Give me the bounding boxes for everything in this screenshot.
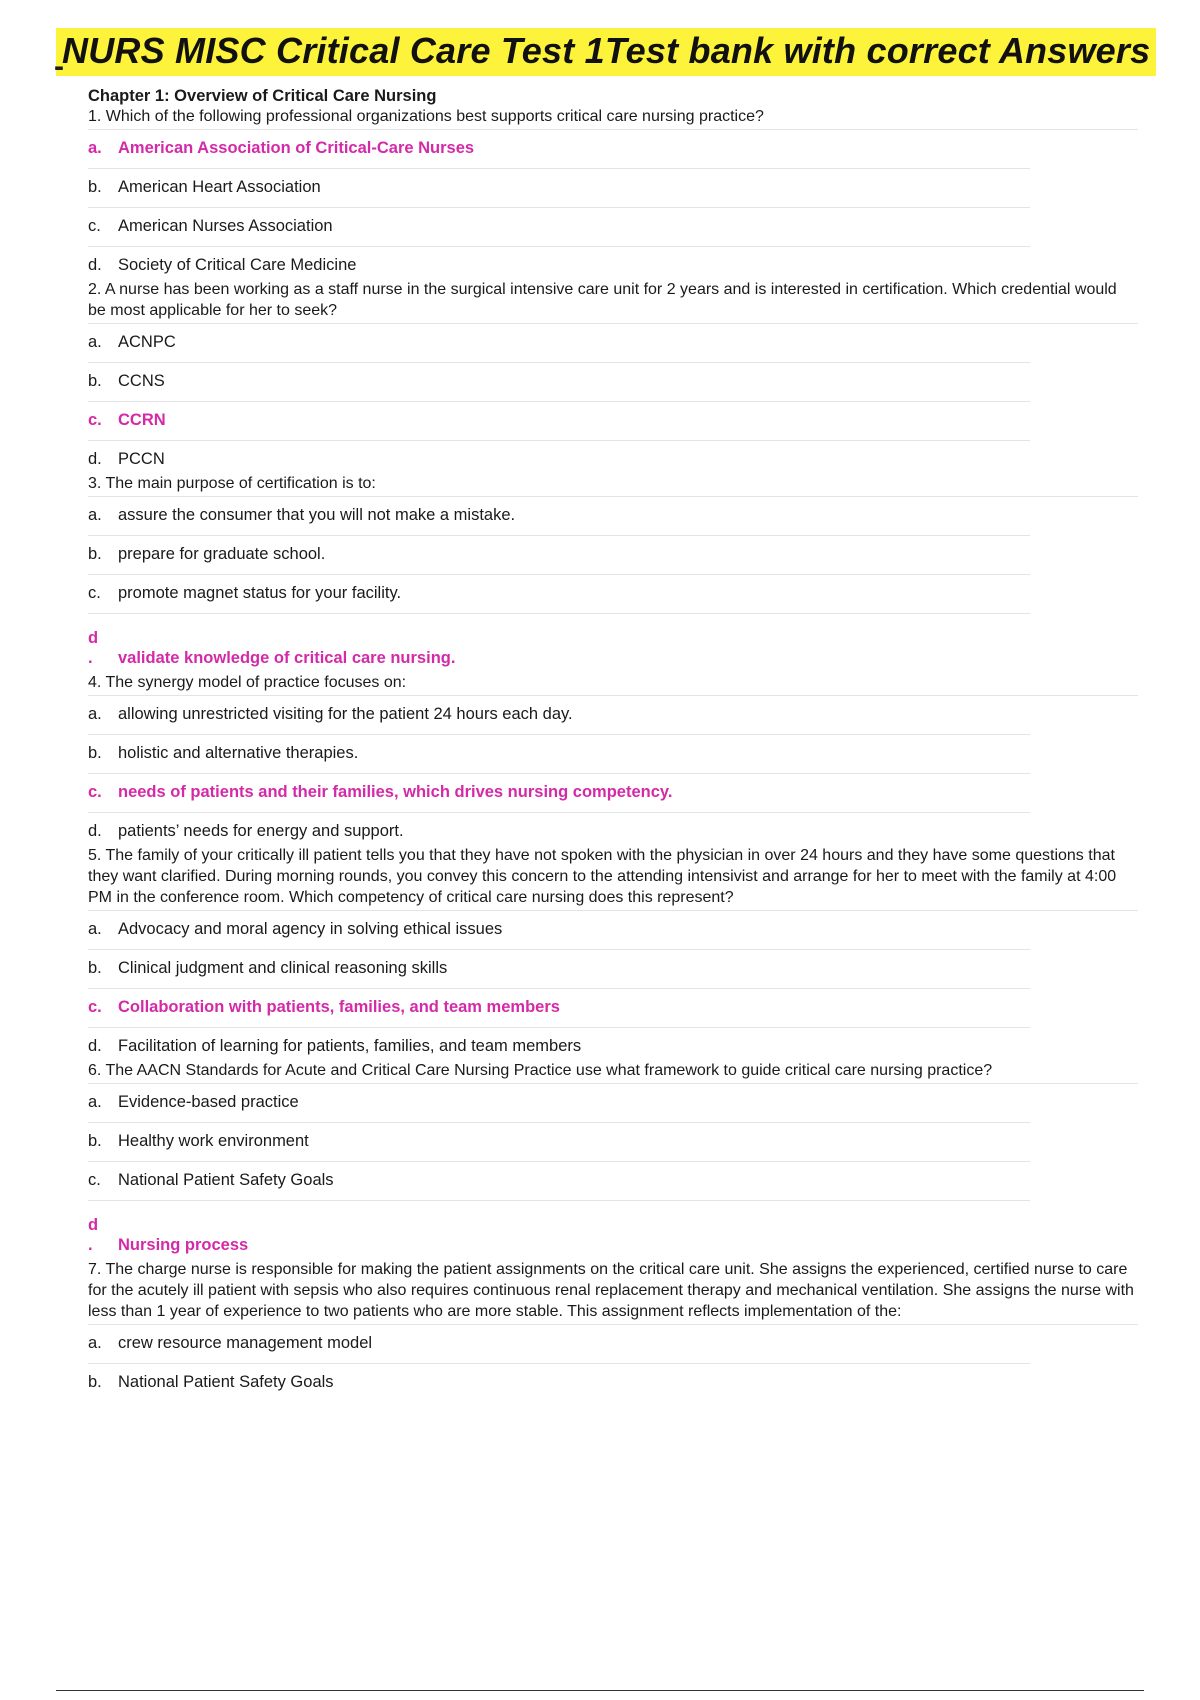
option-letter: d. bbox=[88, 450, 102, 468]
option-letter: a. bbox=[88, 506, 102, 524]
option-letter: c. bbox=[88, 998, 102, 1016]
answer-option-correct bbox=[88, 130, 1030, 169]
answer-option bbox=[88, 1364, 1030, 1396]
option-letter: a. bbox=[88, 920, 102, 938]
option-letter: d bbox=[88, 1216, 99, 1234]
option-text: Facilitation of learning for patients, families, and team members bbox=[118, 1037, 582, 1055]
question-text: 6. The AACN Standards for Acute and Critical Care Nursing Practice use what framework to guide critical care nursing practice? bbox=[88, 1060, 1138, 1084]
option-text: National Patient Safety Goals bbox=[118, 1171, 334, 1189]
footer-divider bbox=[56, 1690, 1144, 1691]
question-text: 3. The main purpose of certification is to: bbox=[88, 473, 1138, 497]
answer-option bbox=[88, 363, 1030, 402]
answer-option bbox=[88, 575, 1030, 614]
option-text: PCCN bbox=[118, 450, 165, 468]
option-text: holistic and alternative therapies. bbox=[118, 744, 359, 762]
option-text: promote magnet status for your facility. bbox=[118, 584, 402, 602]
answer-option bbox=[88, 911, 1030, 950]
answer-option-correct bbox=[88, 774, 1030, 813]
option-letter: a. bbox=[88, 705, 102, 723]
option-text: ACNPC bbox=[118, 333, 176, 351]
option-letter: c. bbox=[88, 217, 101, 235]
question-text: 5. The family of your critically ill patient tells you that they have not spoken with the physician in over 24 hours and they have some questions that they want clarified. During morning rounds, you convey this concern to the attending intensivist and arrange for her to meet with the family at 4:00 PM in the conference room. Which competency of critical care nursing does this represent? bbox=[88, 845, 1138, 911]
option-text: needs of patients and their families, which drives nursing competency. bbox=[118, 783, 673, 801]
title-dash: - bbox=[54, 50, 64, 83]
option-letter: b. bbox=[88, 744, 102, 762]
answer-option bbox=[88, 696, 1030, 735]
answer-option bbox=[88, 950, 1030, 989]
option-text: crew resource management model bbox=[118, 1334, 373, 1352]
option-letter: d. bbox=[88, 256, 102, 274]
answer-option bbox=[88, 813, 1030, 845]
option-text: American Heart Association bbox=[118, 178, 321, 196]
option-text: CCNS bbox=[118, 372, 165, 390]
question-text: 7. The charge nurse is responsible for making the patient assignments on the critical care unit. She assigns the experienced, certified nurse to care for the acutely ill patient with sepsis who also requires continuous renal replacement therapy and mechanical ventilation. She assigns the nurse with less than 1 year of experience to two patients who are more stable. This assignment reflects implementation of the: bbox=[88, 1259, 1138, 1325]
question-text: 1. Which of the following professional organizations best supports critical care nursing practice? bbox=[88, 106, 1138, 130]
option-letter: d. bbox=[88, 822, 102, 840]
option-text: Advocacy and moral agency in solving ethical issues bbox=[118, 920, 503, 938]
option-text: assure the consumer that you will not make a mistake. bbox=[118, 506, 516, 524]
answer-option bbox=[88, 324, 1030, 363]
chapter-heading: Chapter 1: Overview of Critical Care Nursing bbox=[88, 87, 437, 105]
question-text: 2. A nurse has been working as a staff nurse in the surgical intensive care unit for 2 years and is interested in certification. Which credential would be most applicable for her to seek? bbox=[88, 279, 1138, 324]
option-text: validate knowledge of critical care nursing. bbox=[118, 649, 456, 667]
option-letter: b. bbox=[88, 959, 102, 977]
option-letter: c. bbox=[88, 411, 102, 429]
option-text: allowing unrestricted visiting for the patient 24 hours each day. bbox=[118, 705, 573, 723]
option-text: National Patient Safety Goals bbox=[118, 1373, 334, 1391]
option-letter-dot: . bbox=[88, 649, 93, 667]
answer-option bbox=[88, 536, 1030, 575]
option-letter: c. bbox=[88, 584, 101, 602]
option-text: American Association of Critical-Care Nurses bbox=[118, 139, 475, 157]
answer-option-correct bbox=[88, 1201, 1030, 1259]
option-letter: d. bbox=[88, 1037, 102, 1055]
option-letter: a. bbox=[88, 139, 102, 157]
answer-option bbox=[88, 208, 1030, 247]
option-letter: a. bbox=[88, 333, 102, 351]
answer-option bbox=[88, 1162, 1030, 1201]
option-text: Clinical judgment and clinical reasoning skills bbox=[118, 959, 448, 977]
answer-option-correct bbox=[88, 402, 1030, 441]
answer-option bbox=[88, 1325, 1030, 1364]
option-letter: c. bbox=[88, 1171, 101, 1189]
answer-option bbox=[88, 247, 1030, 279]
answer-option bbox=[88, 1123, 1030, 1162]
option-text: Nursing process bbox=[118, 1236, 249, 1254]
option-text: American Nurses Association bbox=[118, 217, 333, 235]
option-text: CCRN bbox=[118, 411, 166, 429]
answer-option-correct bbox=[88, 614, 1030, 672]
option-letter: a. bbox=[88, 1334, 102, 1352]
option-letter: c. bbox=[88, 783, 102, 801]
answer-option bbox=[88, 1028, 1030, 1060]
option-letter: b. bbox=[88, 178, 102, 196]
document-title: NURS MISC Critical Care Test 1Test bank with correct Answers bbox=[56, 28, 1156, 76]
option-letter: b. bbox=[88, 372, 102, 390]
question-text: 4. The synergy model of practice focuses on: bbox=[88, 672, 1138, 696]
option-letter: d bbox=[88, 629, 99, 647]
answer-option bbox=[88, 441, 1030, 473]
option-text: Collaboration with patients, families, and team members bbox=[118, 998, 560, 1016]
option-letter: b. bbox=[88, 1132, 102, 1150]
answer-option bbox=[88, 497, 1030, 536]
option-letter-dot: . bbox=[88, 1236, 93, 1254]
title-block bbox=[54, 28, 1156, 83]
option-text: Healthy work environment bbox=[118, 1132, 309, 1150]
answer-option bbox=[88, 735, 1030, 774]
option-letter: a. bbox=[88, 1093, 102, 1111]
option-letter: b. bbox=[88, 545, 102, 563]
option-text: patients’ needs for energy and support. bbox=[118, 822, 404, 840]
option-letter: b. bbox=[88, 1373, 102, 1391]
test-content bbox=[88, 86, 1150, 1396]
answer-option bbox=[88, 1084, 1030, 1123]
option-text: prepare for graduate school. bbox=[118, 545, 326, 563]
answer-option-correct bbox=[88, 989, 1030, 1028]
option-text: Society of Critical Care Medicine bbox=[118, 256, 357, 274]
option-text: Evidence-based practice bbox=[118, 1093, 299, 1111]
answer-option bbox=[88, 169, 1030, 208]
